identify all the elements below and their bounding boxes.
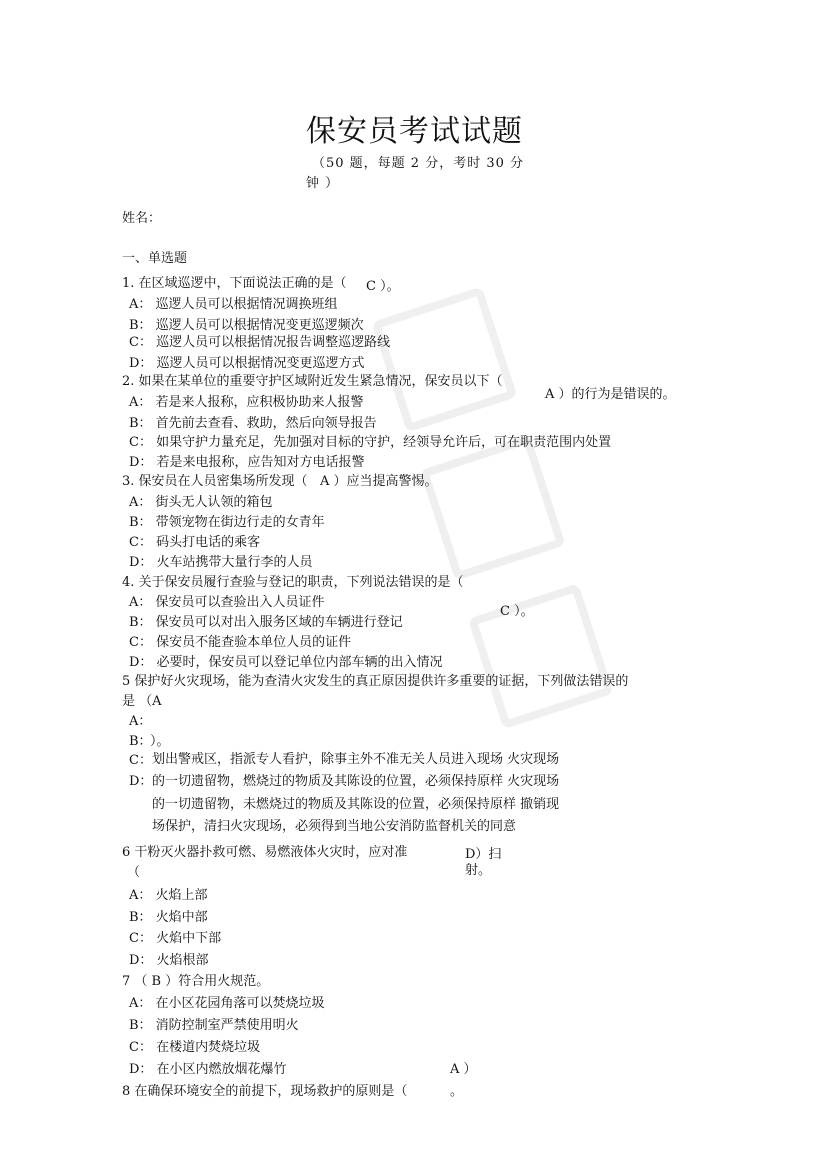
q8-end: 。	[450, 1084, 464, 1099]
q4-stem: 4. 关于保安员履行查验与登记的职责，下列说法错误的是（	[122, 575, 464, 590]
q5-label-d: D：	[129, 774, 153, 789]
q6-option-d: D： 火焰根部	[129, 953, 209, 968]
q2-option-d: D： 若是来电报称，应告知对方电话报警	[129, 455, 365, 470]
q4-option-b: B： 保安员可以对出入服务区域的车辆进行登记	[129, 615, 403, 630]
q1-option-a: A： 巡逻人员可以根据情况调换班组	[129, 297, 338, 312]
q2-option-c: C： 如果守护力量充足，先加强对目标的守护，经领导允许后，可在职责范围内处置	[129, 435, 612, 450]
q2-option-b: B： 首先前去查看、救助，然后向领导报告	[129, 416, 377, 431]
q1-option-c: C： 巡逻人员可以根据情况报告调整巡逻路线	[129, 335, 391, 350]
q8-answer: A ）	[450, 1062, 477, 1077]
q4-option-d: D： 必要时，保安员可以登记单位内部车辆的出入情况	[129, 655, 443, 670]
watermark	[371, 285, 658, 855]
q5-cont-2: 场保护，清扫火灾现场，必须得到当地公安消防监督机关的同意	[152, 819, 517, 834]
q3-option-c: C： 码头打电话的乘客	[129, 535, 261, 550]
q7-option-d: D： 在小区内燃放烟花爆竹	[129, 1062, 287, 1077]
q6-stem: 6 干粉灭火器扑救可燃、易燃液体火灾时，应对准	[122, 845, 408, 860]
q5-label-a: A：	[129, 714, 152, 729]
q6-option-c: C： 火焰中下部	[129, 931, 222, 946]
q5-d-text: 的一切遗留物，燃烧过的物质及其陈设的位置，必须保持原样 火灾现场	[152, 774, 560, 789]
q3-option-a: A： 街头无人认领的箱包	[129, 495, 273, 510]
q3-option-b: B： 带领宠物在街边行走的女青年	[129, 515, 325, 530]
q5-label-c: C：	[129, 753, 152, 768]
q4-option-c: C： 保安员不能查验本单位人员的证件	[129, 635, 352, 650]
q4-option-a: A： 保安员可以查验出入人员证件	[129, 595, 325, 610]
q7-option-b: B： 消防控制室严禁使用明火	[129, 1018, 299, 1033]
section-heading: 一、单选题	[122, 251, 188, 266]
q8-stem: 8 在确保环境安全的前提下，现场救护的原则是（	[122, 1084, 408, 1099]
q1-option-b: B： 巡逻人员可以根据情况变更巡逻频次	[129, 318, 364, 333]
subtitle-line1: （50 题，每题 2 分，考时 30 分	[312, 156, 525, 171]
q2-option-a: A： 若是来人报称，应积极协助来人报警	[129, 395, 364, 410]
q3-answer: A ）应当提高警惕。	[320, 474, 438, 489]
q2-stem: 2. 如果在某单位的重要守护区域附近发生紧急情况，保安员以下（	[122, 374, 503, 389]
q6-answer-2: 射。	[465, 863, 492, 878]
page-title: 保安员考试试题	[306, 114, 523, 149]
q5-stem: 5 保护好火灾现场，能为查清火灾发生的真正原因提供许多重要的证据，下列做法错误的	[122, 674, 629, 689]
q5-c-text: 划出警戒区，指派专人看护，除事主外不准无关人员进入现场 火灾现场	[152, 752, 560, 767]
q6-answer-1: D）扫	[465, 847, 502, 862]
q5-b-text: ）。	[150, 734, 170, 749]
q2-answer: A ）的行为是错误的。	[545, 387, 676, 402]
q5-label-b: B：	[129, 734, 152, 749]
name-label: 姓名：	[122, 211, 162, 226]
q6-option-b: B： 火焰中部	[129, 910, 208, 925]
q1-stem: 1. 在区域巡逻中，下面说法正确的是（	[122, 276, 347, 291]
q1-answer: C ）。	[366, 279, 400, 294]
q1-option-d: D： 巡逻人员可以根据情况变更巡逻方式	[129, 356, 365, 371]
q6-option-a: A： 火焰上部	[129, 888, 208, 903]
q4-answer: C ）。	[500, 604, 534, 619]
q5-stem-cont: 是 （A	[122, 694, 162, 709]
q7-stem: 7 （ B ）符合用火规范。	[122, 974, 270, 989]
q7-option-c: C： 在楼道内焚烧垃圾	[129, 1040, 261, 1055]
q5-cont-1: 的一切遗留物，未燃烧过的物质及其陈设的位置，必须保持原样 撤销现	[152, 797, 560, 812]
q7-option-a: A： 在小区花园角落可以焚烧垃圾	[129, 996, 325, 1011]
q6-paren: （	[127, 865, 141, 880]
q3-stem: 3. 保安员在人员密集场所发现（	[122, 474, 308, 489]
q3-option-d: D： 火车站携带大量行李的人员	[129, 555, 313, 570]
subtitle-line2: 钟 ）	[306, 176, 340, 191]
